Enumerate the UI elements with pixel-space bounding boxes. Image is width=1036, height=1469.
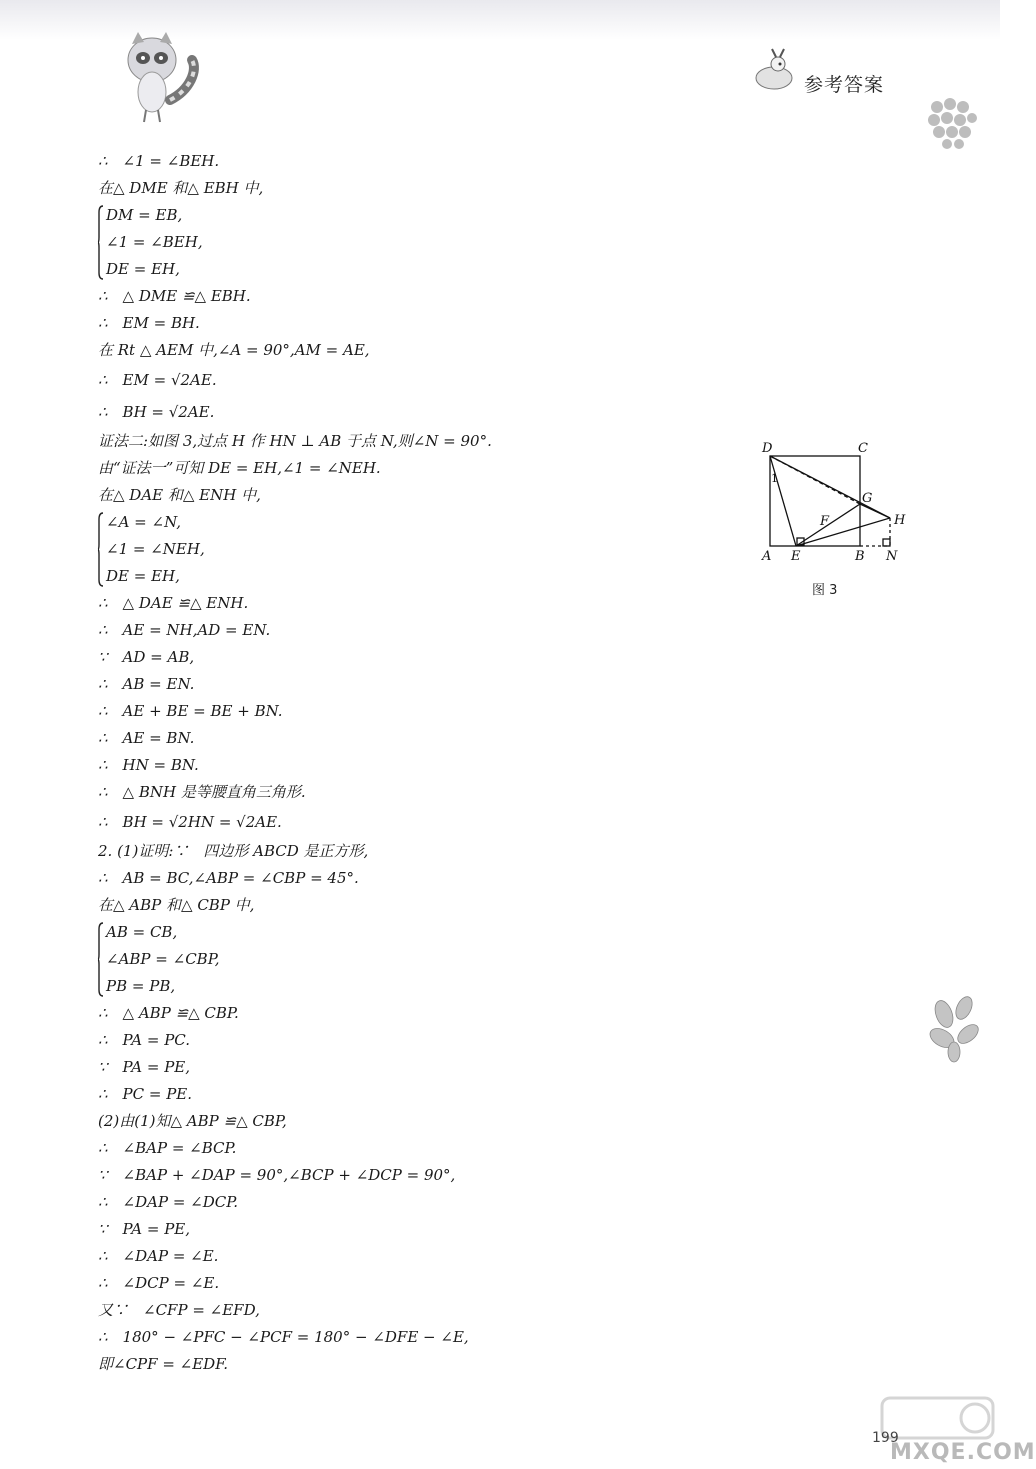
label-C: C <box>858 441 868 456</box>
label-H: H <box>894 513 906 528</box>
proof-line: ∴ BH = √2AE. <box>98 403 215 421</box>
proof-line: 在△ DME 和△ EBH 中, <box>98 179 264 197</box>
proof-line: ∵ PA = PE, <box>98 1220 191 1238</box>
proof-line: ∵ PA = PE, <box>98 1058 191 1076</box>
label-B: B <box>855 549 865 564</box>
proof-line: 在 Rt △ AEM 中,∠A = 90°,AM = AE, <box>98 341 370 359</box>
proof-line: ∴ 180° − ∠PFC − ∠PCF = 180° − ∠DFE − ∠E, <box>98 1328 469 1346</box>
system-line: ∠A = ∠N, <box>106 513 182 531</box>
brace-icon <box>98 923 104 996</box>
proof-line: ∴ ∠DAP = ∠DCP. <box>98 1193 239 1211</box>
proof-line: 在△ ABP 和△ CBP 中, <box>98 896 255 914</box>
figure-caption: 图 3 <box>812 583 838 598</box>
header-title: 参考答案 <box>804 74 885 96</box>
label-angle-1: 1 <box>771 472 778 485</box>
geometry-figure-3 <box>758 436 918 571</box>
proof-line: ∴ AE = NH,AD = EN. <box>98 621 271 639</box>
proof-line: ∴ AE = BN. <box>98 729 195 747</box>
proof-line: 证法二:如图 3,过点 H 作 HN ⊥ AB 于点 N,则∠N = 90°. <box>98 432 492 450</box>
proof-line: ∴ AB = EN. <box>98 675 195 693</box>
system-line: DM = EB, <box>106 206 183 224</box>
proof-line: ∴ PA = PC. <box>98 1031 190 1049</box>
proof-line: ∴ ∠BAP = ∠BCP. <box>98 1139 237 1157</box>
solution-text <box>98 148 738 1378</box>
proof-line: ∴ △ BNH 是等腰直角三角形. <box>98 783 306 801</box>
proof-line: ∴ EM = BH. <box>98 314 200 332</box>
berry-icon <box>922 92 982 152</box>
proof-line: ∴ PC = PE. <box>98 1085 193 1103</box>
equation-system-2 <box>98 509 738 590</box>
proof-line: ∵ AD = AB, <box>98 648 195 666</box>
system-line: ∠1 = ∠BEH, <box>106 233 203 251</box>
label-D: D <box>762 441 773 456</box>
label-F: F <box>820 514 830 529</box>
page-number: 199 <box>872 1430 899 1446</box>
proof-line: ∴ AB = BC,∠ABP = ∠CBP = 45°. <box>98 869 359 887</box>
bunny-icon <box>752 48 800 92</box>
proof-line: 2. (1)证明:∵ 四边形 ABCD 是正方形, <box>98 842 369 860</box>
proof-line: 又∵ ∠CFP = ∠EFD, <box>98 1301 260 1319</box>
label-E: E <box>791 549 801 564</box>
system-line: ∠ABP = ∠CBP, <box>106 950 220 968</box>
proof-line: ∴ HN = BN. <box>98 756 199 774</box>
system-line: PB = PB, <box>106 977 176 995</box>
leaf-decoration-icon <box>924 994 994 1064</box>
system-line: DE = EH, <box>106 260 180 278</box>
system-line: DE = EH, <box>106 567 180 585</box>
proof-line: 由“证法一”可知 DE = EH,∠1 = ∠NEH. <box>98 459 381 477</box>
proof-line: ∴ △ DAE ≌△ ENH. <box>98 594 249 612</box>
raccoon-mascot-icon <box>120 30 210 125</box>
proof-line: 在△ DAE 和△ ENH 中, <box>98 486 261 504</box>
proof-line: ∴ EM = √2AE. <box>98 371 217 389</box>
brace-icon <box>98 513 104 586</box>
proof-line: ∴ △ ABP ≌△ CBP. <box>98 1004 239 1022</box>
proof-line: 即∠CPF = ∠EDF. <box>98 1355 229 1373</box>
proof-line: ∴ △ DME ≌△ EBH. <box>98 287 251 305</box>
proof-line: ∴ ∠1 = ∠BEH. <box>98 152 220 170</box>
watermark-text: MXQE.COM <box>890 1440 1036 1465</box>
label-N: N <box>886 549 898 564</box>
proof-line: (2)由(1)知△ ABP ≌△ CBP, <box>98 1112 287 1130</box>
equation-system-3 <box>98 919 738 1000</box>
proof-line: ∴ ∠DAP = ∠E. <box>98 1247 219 1265</box>
label-G: G <box>862 491 873 506</box>
system-line: AB = CB, <box>106 923 178 941</box>
proof-line: ∴ ∠DCP = ∠E. <box>98 1274 220 1292</box>
equation-system-1 <box>98 202 738 283</box>
proof-line: ∵ ∠BAP + ∠DAP = 90°,∠BCP + ∠DCP = 90°, <box>98 1166 456 1184</box>
proof-line: ∴ AE + BE = BE + BN. <box>98 702 283 720</box>
label-A: A <box>762 549 772 564</box>
system-line: ∠1 = ∠NEH, <box>106 540 205 558</box>
proof-line: ∴ BH = √2HN = √2AE. <box>98 813 282 831</box>
brace-icon <box>98 206 104 279</box>
